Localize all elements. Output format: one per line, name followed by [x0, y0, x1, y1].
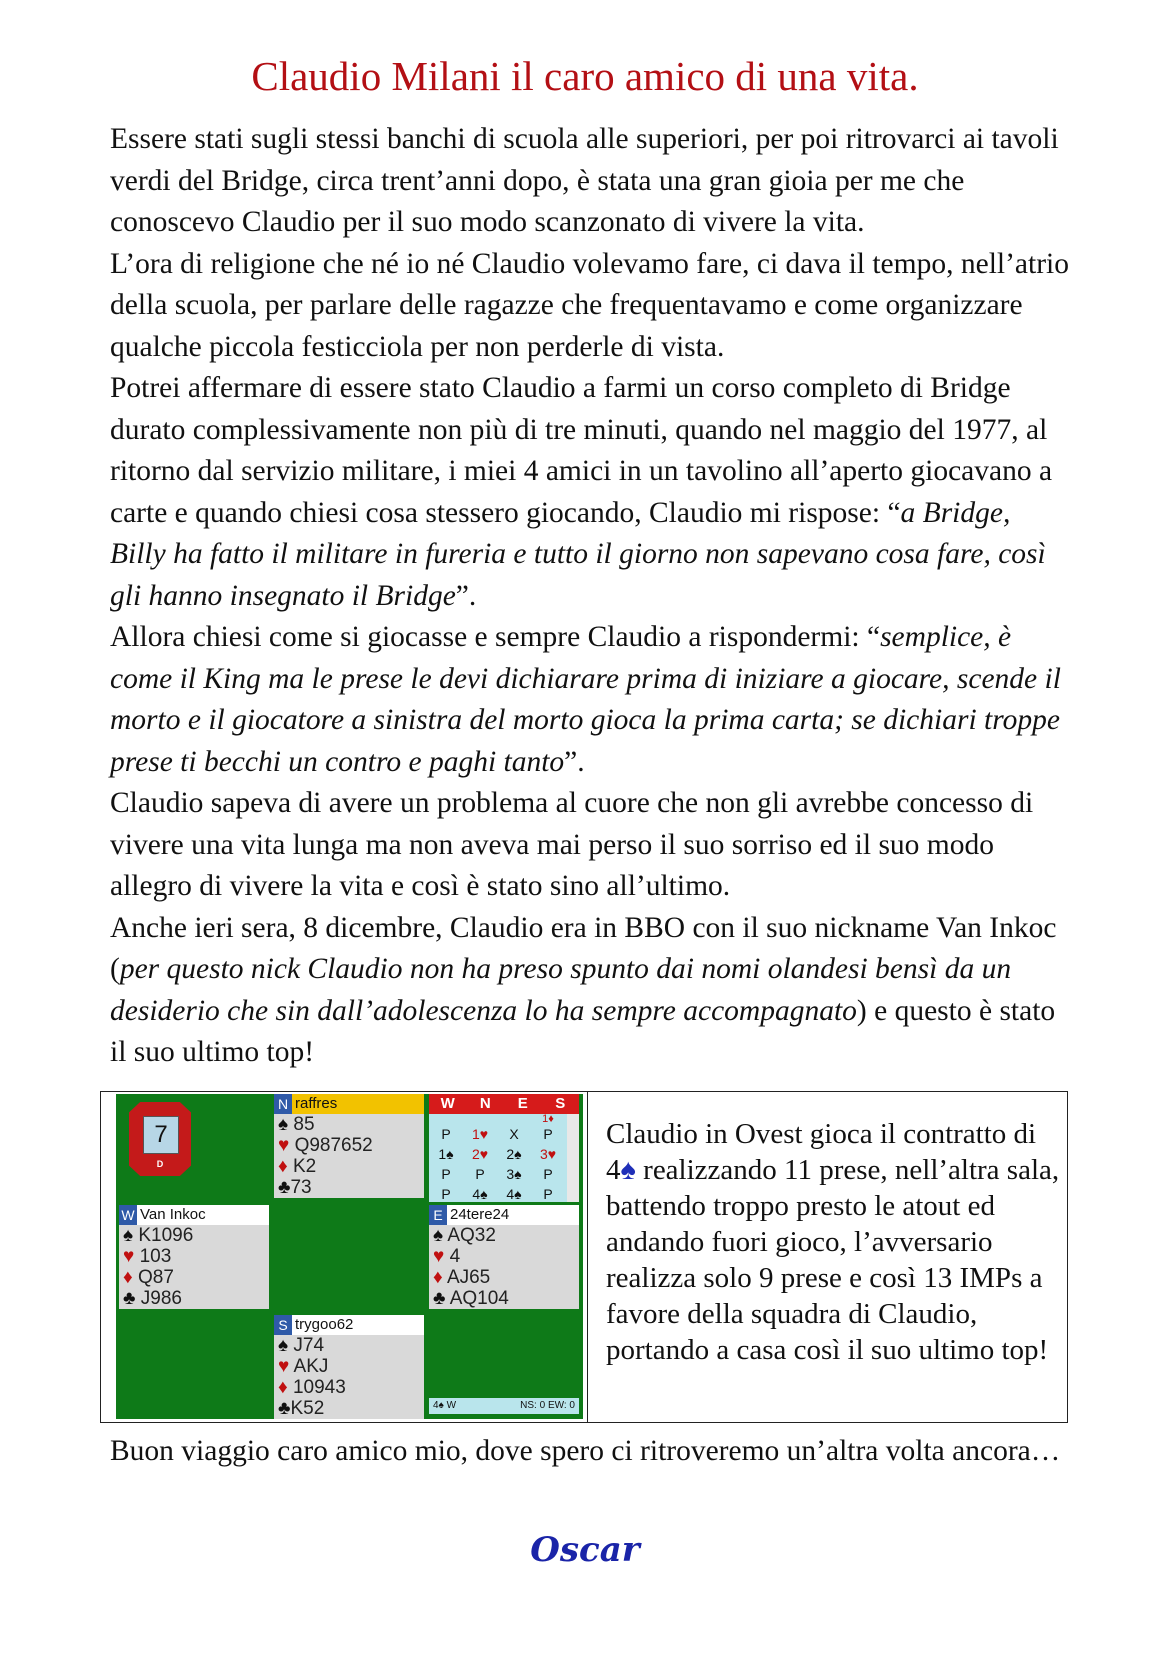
spade-icon: ♠ [620, 1154, 636, 1186]
heart-icon: ♥ [123, 1246, 135, 1267]
signature: Oscar [530, 1530, 640, 1570]
heart-icon: ♥ [433, 1246, 445, 1267]
heart-icon: ♥ [278, 1356, 290, 1377]
player-name-east: 24tere24 [450, 1206, 510, 1223]
paragraph-heart: Claudio sapeva di avere un problema al cuore che non gli avrebbe concesso di vivere una vita lunga ma non aveva mai perso il suo sorriso ed il suo modo allegro di vivere la vita e così è stato sino all’ultimo. [110, 787, 1034, 902]
contract-label: 4♠ W [433, 1400, 457, 1411]
table-divider [587, 1092, 588, 1422]
hand-south: S trygoo62 ♠ J74 ♥ AKJ ♦ 10943 ♣K52 [274, 1315, 424, 1419]
club-icon: ♣ [123, 1288, 136, 1309]
paragraph-course: Potrei affermare di essere stato Claudio a farmi un corso completo di Bridge durato complessivamente non più di tre minuti, quando nel maggio del 1977, al ritorno dal servizio militare, i miei 4 amici in un tavolino all’aperto giocavano a carte e quando chiesi cosa stessero giocando, Claudio mi rispose: “a Bridge, Billy ha fatto il militare in fureria e tutto il giorno non sapevano cosa fare, così gli hanno insegnato il Bridge”. [110, 372, 1053, 612]
deal-caption: Claudio in Ovest gioca il contratto di 4♠ realizzando 11 prese, nell’altra sala, battendo troppo presto le atout ed andando fuori gioco, l’avversario realizza solo 9 prese e così 13 IMPs a favore della squadra di Claudio, portando a casa così il suo ultimo top! [606, 1118, 1060, 1366]
diamond-icon: ♦ [433, 1267, 443, 1288]
closing-text: Buon viaggio caro amico mio, dove spero ci ritroveremo un’altra volta ancora… [110, 1435, 1061, 1467]
club-icon: ♣ [278, 1177, 291, 1198]
auction-scrollbar[interactable] [567, 1114, 579, 1202]
hand-west: W Van Inkoc ♠ K1096 ♥ 103 ♦ Q87 ♣ J986 [119, 1205, 269, 1309]
quote-rules: semplice, è come il King ma le prese le devi dichiarare prima di iniziare a giocare, scende il morto e il giocatore a sinistra del morto gioca la prima carta; se dichiari troppe prese ti becchi un contro e paghi tanto [110, 621, 1061, 778]
paragraph-nickname: Anche ieri sera, 8 dicembre, Claudio era in BBO con il suo nickname Van Inkoc (per questo nick Claudio non ha preso spunto dai nomi olandesi bensì da un desiderio che sin dall’adolescenza lo ha sempre accompagnato) e questo è stato il suo ultimo top! [110, 911, 1057, 1068]
bridge-diagram [116, 1094, 583, 1419]
diamond-icon: ♦ [278, 1377, 288, 1398]
hand-east: E 24tere24 ♠ AQ32 ♥ 4 ♦ AJ65 ♣ AQ104 [429, 1205, 579, 1309]
board-indicator [129, 1102, 191, 1176]
heart-icon: ♥ [278, 1135, 290, 1156]
player-name-west: Van Inkoc [140, 1206, 206, 1223]
spade-icon: ♠ [433, 1225, 444, 1246]
club-icon: ♣ [278, 1398, 291, 1419]
note-nickname: per questo nick Claudio non ha preso spunto dai nomi olandesi bensì da un desiderio che sin dall’adolescenza lo ha sempre accompagnato [110, 953, 1012, 1027]
paragraph-rules: Allora chiesi come si giocasse e sempre Claudio a rispondermi: “semplice, è come il King ma le prese le devi dichiarare prima di iniziare a giocare, scende il morto e il giocatore a sinistra del morto gioca la prima carta; se dichiari troppe prese ti becchi un contro e paghi tanto”. [110, 621, 1061, 778]
auction-box: W N E S 1♦ P 1♥ X P 1♠ 2♥ 2♠ 3♥ P P 3♠ P P 4♠ 4♠ P [429, 1094, 579, 1202]
score-label: NS: 0 EW: 0 [520, 1400, 575, 1411]
paragraph-school: Essere stati sugli stessi banchi di scuola alle superiori, per poi ritrovarci ai tavoli verdi del Bridge, circa trent’anni dopo, è stata una gran gioia per me che conoscevo Claudio per il suo modo scanzonato di vivere la vita. [110, 123, 1059, 238]
club-icon: ♣ [433, 1288, 446, 1309]
diamond-icon: ♦ [123, 1267, 133, 1288]
hand-north: N raffres ♠ 85 ♥ Q987652 ♦ K2 ♣73 [274, 1094, 424, 1198]
player-name-north: raffres [295, 1095, 338, 1112]
board-number: 7 [143, 1116, 179, 1154]
diamond-icon: ♦ [278, 1156, 288, 1177]
body-text [110, 119, 1070, 1074]
paragraph-religion: L’ora di religione che né io né Claudio volevamo fare, ci dava il tempo, nell’atrio della scuola, per parlare delle ragazze che frequentavamo e come organizzare qualche piccola festicciola per non perderle di vista. [110, 247, 1069, 363]
auction-header: W N E S [429, 1094, 579, 1114]
dealer-label: D [156, 1159, 164, 1169]
spade-icon: ♠ [123, 1225, 134, 1246]
deal-table [100, 1091, 1068, 1423]
contract-status-bar [429, 1398, 579, 1414]
spade-icon: ♠ [278, 1335, 289, 1356]
quote-billy: a Bridge, Billy ha fatto il militare in fureria e tutto il giorno non sapevano cosa fare, così gli hanno insegnato il Bridge [110, 496, 1046, 612]
player-name-south: trygoo62 [295, 1316, 354, 1333]
page-title: Claudio Milani il caro amico di una vita. [251, 53, 919, 99]
spade-icon: ♠ [278, 1114, 289, 1135]
